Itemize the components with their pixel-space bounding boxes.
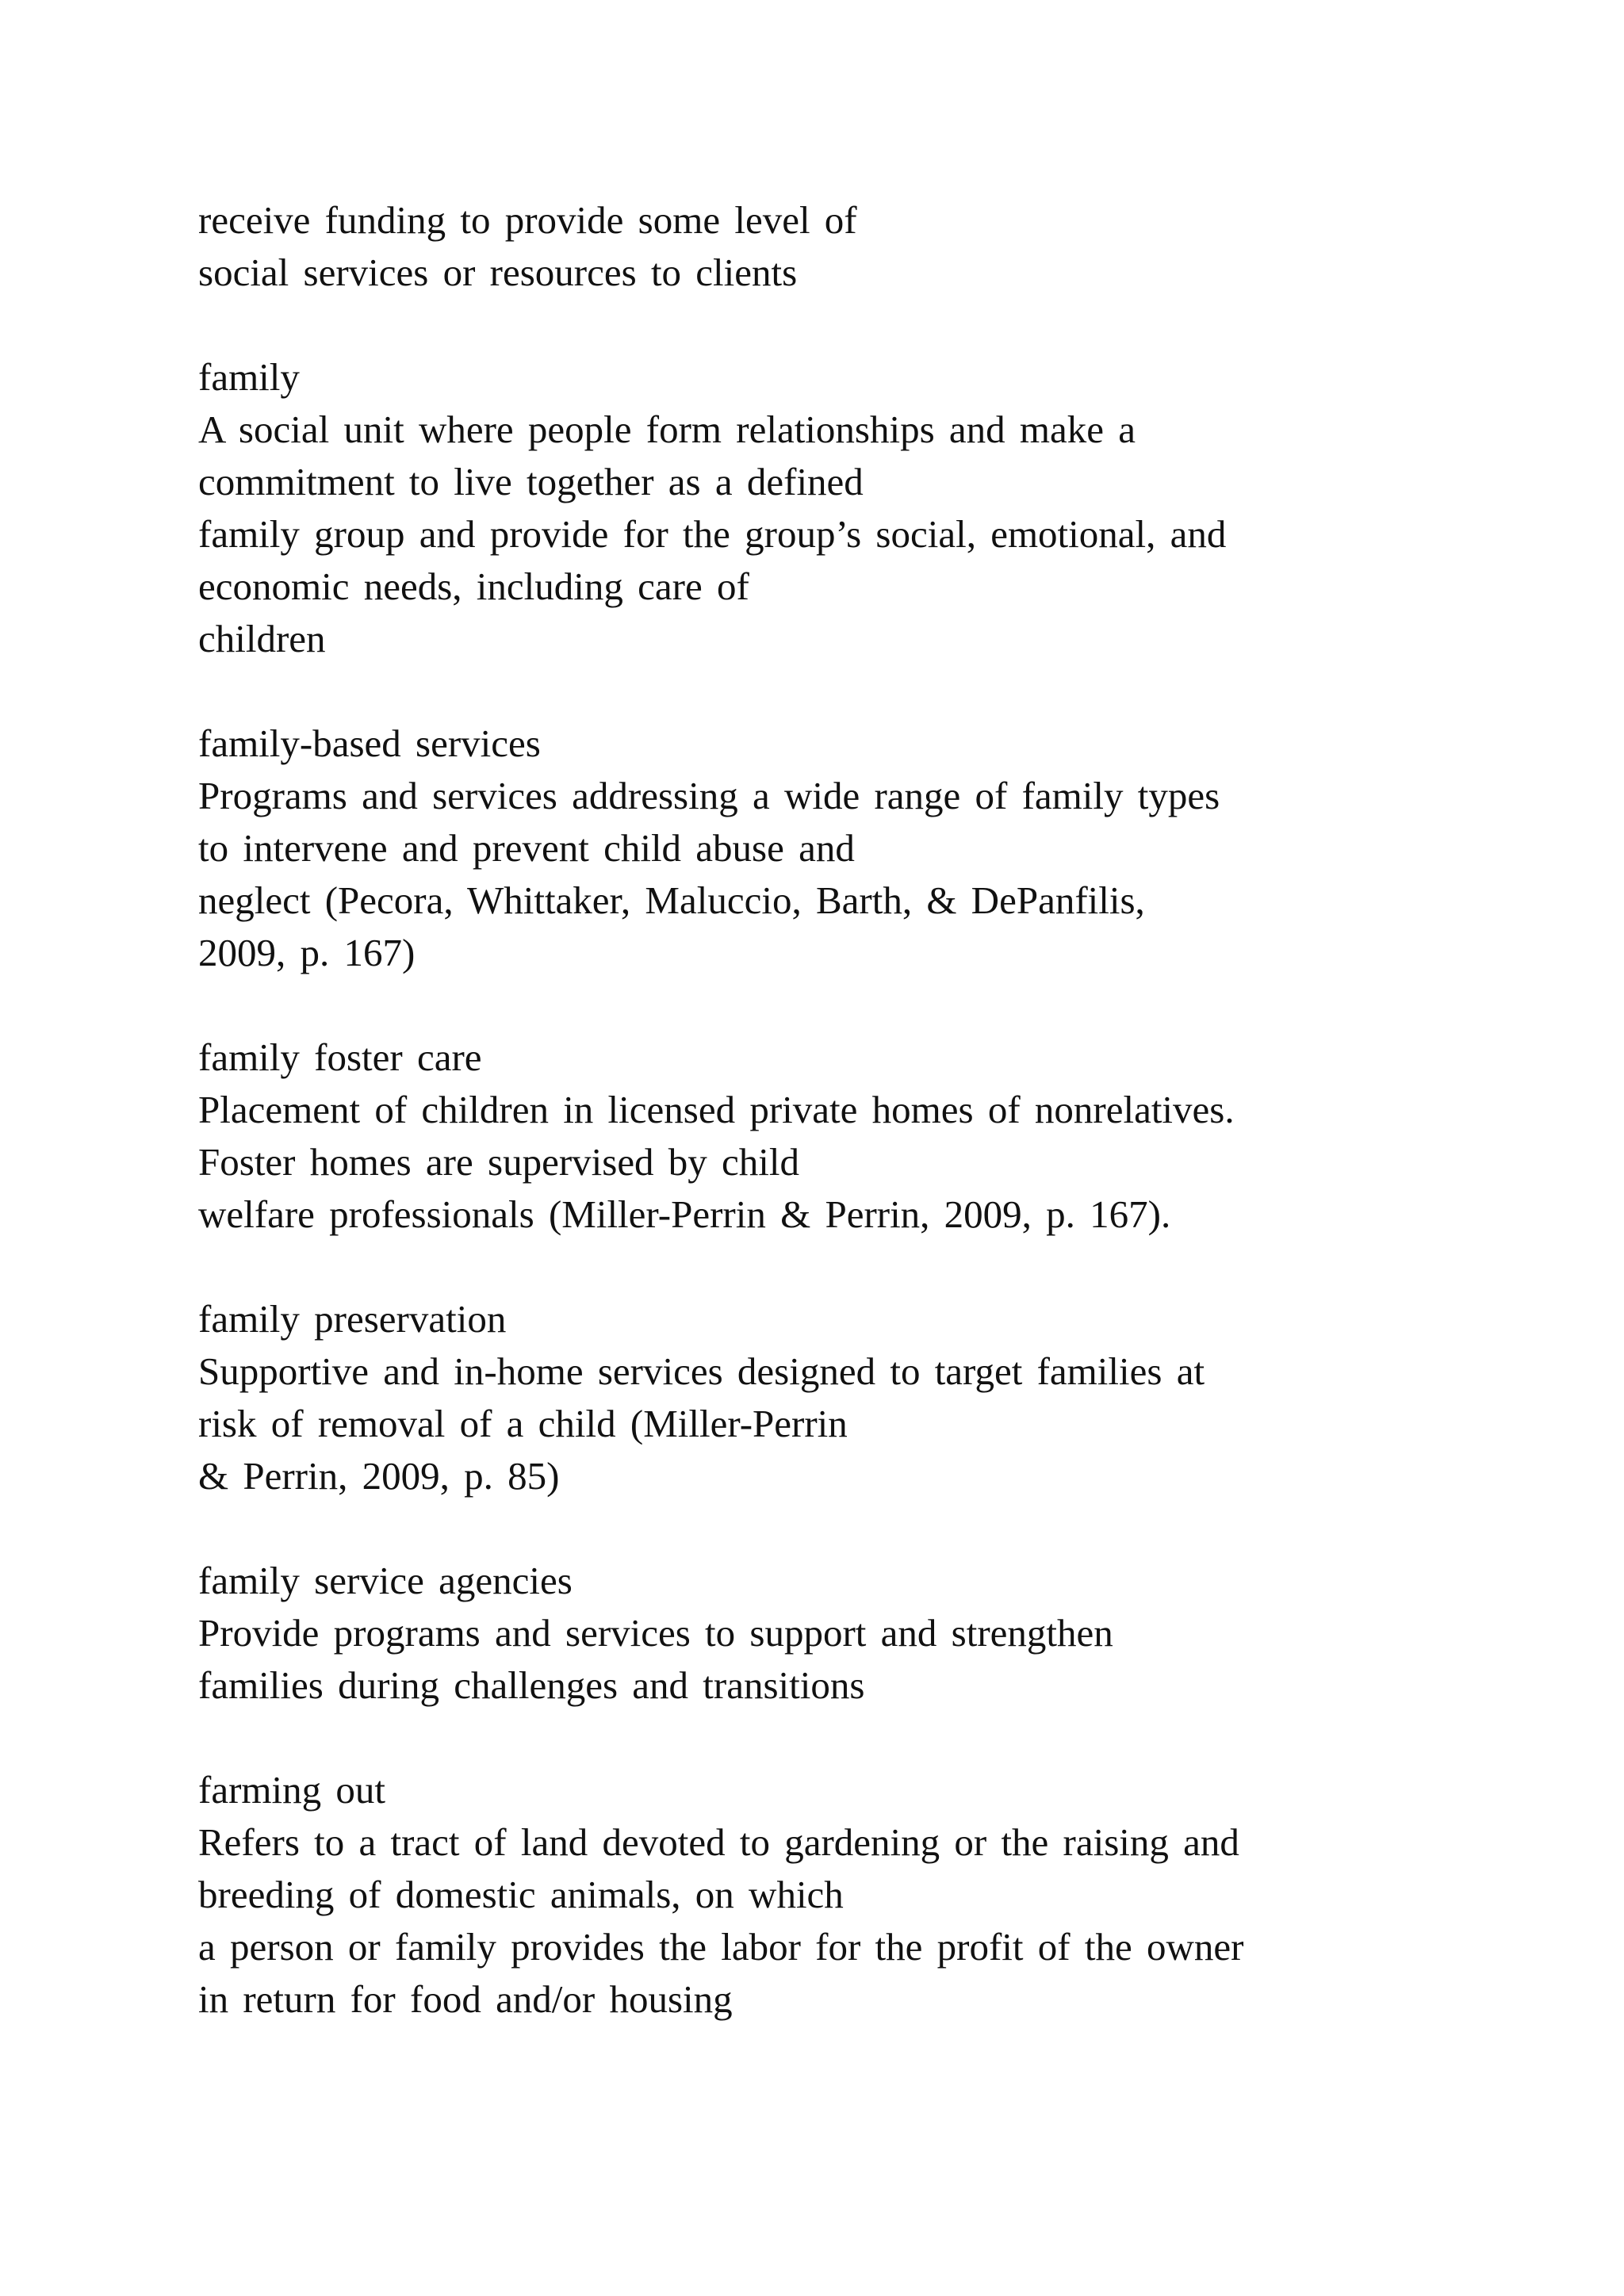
paragraph-gap: [198, 979, 1594, 1031]
definition-line: & Perrin, 2009, p. 85): [198, 1454, 560, 1498]
paragraph-gap: [198, 1712, 1594, 1764]
definition-line: a person or family provides the labor for the profit of the owner: [198, 1925, 1244, 1969]
definition-line: A social unit where people form relationships and make a: [198, 408, 1136, 451]
paragraph-gap: [198, 299, 1594, 351]
paragraph-gap: [198, 1502, 1594, 1555]
paragraph-gap: [198, 1241, 1594, 1293]
intro-line: receive funding to provide some level of: [198, 198, 857, 242]
definition-line: 2009, p. 167): [198, 931, 416, 974]
definition-line: neglect (Pecora, Whittaker, Maluccio, Barth, & DePanfilis,: [198, 878, 1145, 922]
definition-line: families during challenges and transitions: [198, 1663, 865, 1707]
document-body: [198, 194, 1594, 2026]
definition-line: Programs and services addressing a wide range of family types: [198, 774, 1220, 817]
glossary-term: farming out: [198, 1768, 385, 1812]
glossary-term: family: [198, 355, 300, 399]
definition-line: Foster homes are supervised by child: [198, 1140, 800, 1184]
definition-line: commitment to live together as a defined: [198, 460, 864, 503]
definition-line: Provide programs and services to support and strengthen: [198, 1611, 1113, 1655]
definition-line: economic needs, including care of: [198, 564, 749, 608]
definition-line: breeding of domestic animals, on which: [198, 1873, 844, 1916]
definition-line: welfare professionals (Miller-Perrin & Perrin, 2009, p. 167).: [198, 1192, 1171, 1236]
definition-line: children: [198, 617, 326, 660]
definition-line: family group and provide for the group’s social, emotional, and: [198, 512, 1227, 556]
glossary-term: family service agencies: [198, 1559, 573, 1602]
definition-line: Refers to a tract of land devoted to gardening or the raising and: [198, 1820, 1239, 1864]
glossary-term: family preservation: [198, 1297, 507, 1341]
glossary-term: family foster care: [198, 1035, 482, 1079]
definition-line: risk of removal of a child (Miller-Perrin: [198, 1402, 848, 1445]
definition-line: Placement of children in licensed private homes of nonrelatives.: [198, 1088, 1235, 1131]
intro-line: social services or resources to clients: [198, 251, 798, 294]
paragraph-gap: [198, 665, 1594, 718]
definition-line: Supportive and in-home services designed to target families at: [198, 1349, 1205, 1393]
definition-line: to intervene and prevent child abuse and: [198, 826, 855, 870]
glossary-term: family-based services: [198, 721, 541, 765]
definition-line: in return for food and/or housing: [198, 1977, 733, 2021]
